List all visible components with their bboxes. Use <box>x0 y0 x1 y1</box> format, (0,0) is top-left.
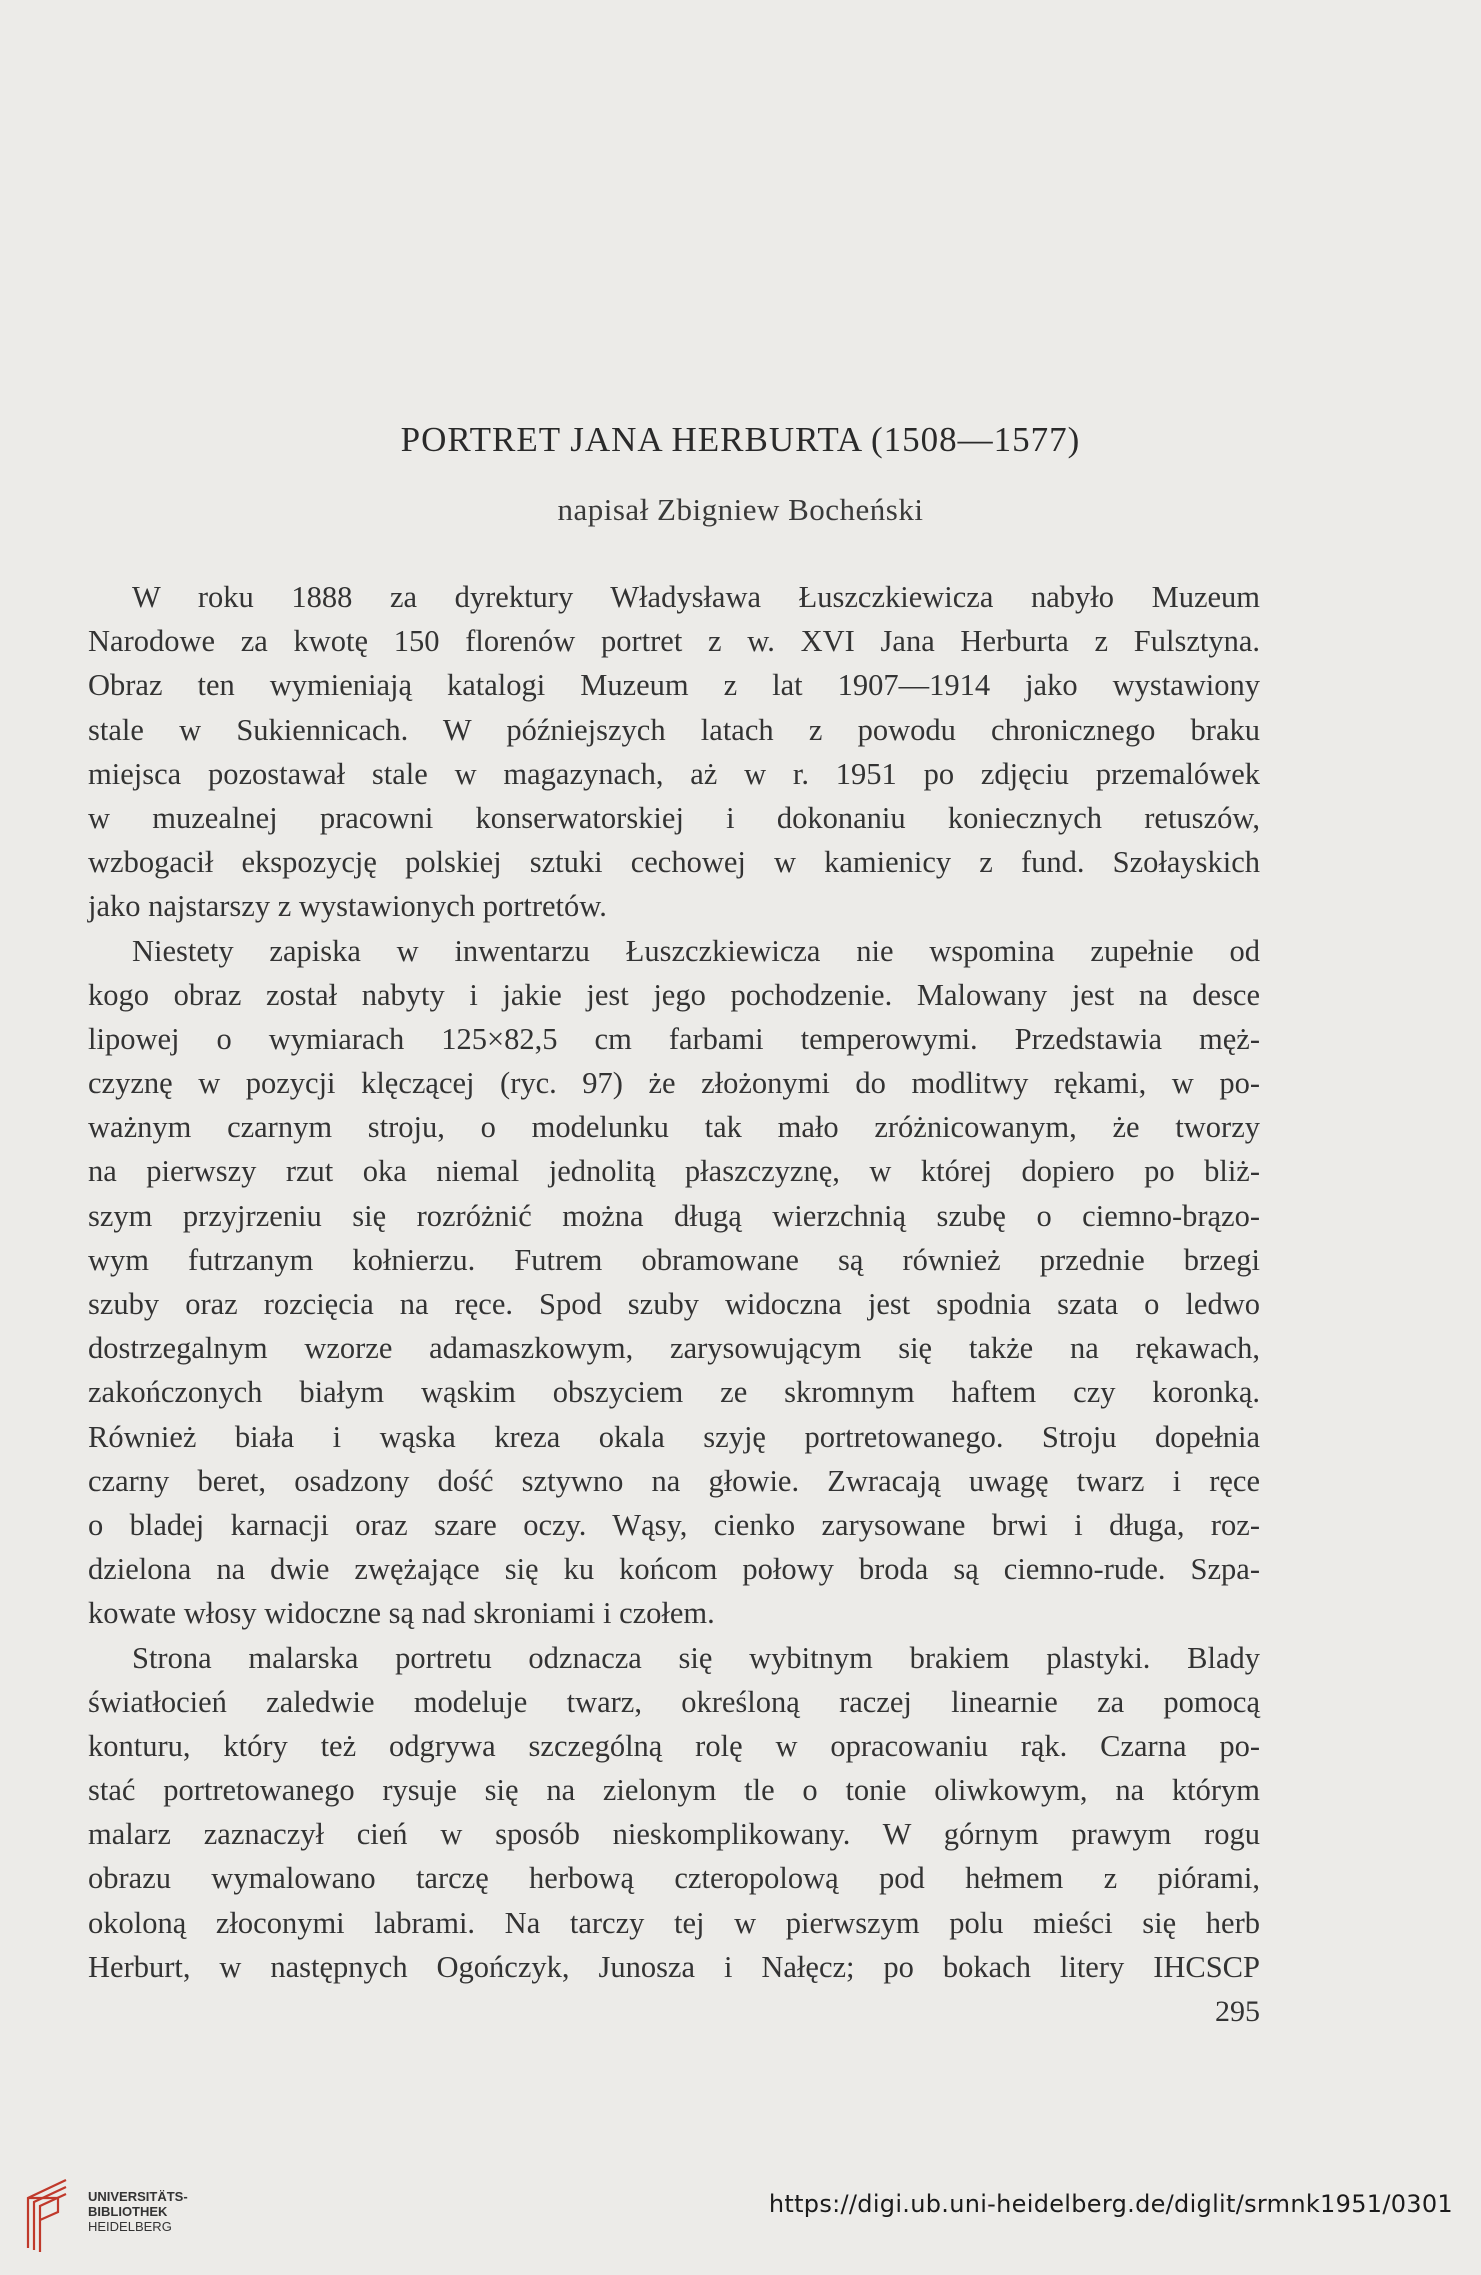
text-line: kogo obraz został nabyty i jakie jest jego pochodzenie. Malowany jest na desce <box>88 977 1260 1012</box>
text-line: kowate włosy widoczne są nad skroniami i czołem. <box>88 1596 715 1631</box>
text-line: W roku 1888 za dyrektury Władysława Łuszczkiewicza nabyło Muzeum <box>132 580 1260 614</box>
library-name-line: BIBLIOTHEK <box>88 2204 168 2219</box>
text-line: zakończonych białym wąskim obszyciem ze skromnym haftem czy koronką. <box>88 1375 1260 1410</box>
text-line: miejsca pozostawał stale w magazynach, aż w r. 1951 po zdjęciu przemalówek <box>88 756 1260 791</box>
article-title: PORTRET JANA HERBURTA (1508—1577) <box>400 420 1081 459</box>
text-line: stale w Sukiennicach. W późniejszych latach z powodu chronicznego braku <box>88 712 1260 747</box>
text-line: w muzealnej pracowni konserwatorskiej i dokonaniu koniecznych retuszów, <box>88 800 1260 835</box>
text-line: jako najstarszy z wystawionych portretów. <box>88 889 607 924</box>
text-line: Strona malarska portretu odznacza się wybitnym brakiem plastyki. Blady <box>132 1640 1260 1675</box>
article-body <box>88 575 1260 1989</box>
text-line: o bladej karnacji oraz szare oczy. Wąsy, cienko zarysowane brwi i długa, roz- <box>88 1507 1260 1542</box>
library-name-line: HEIDELBERG <box>88 2219 172 2234</box>
text-line: stać portretowanego rysuje się na zielonym tle o tonie oliwkowym, na którym <box>88 1773 1260 1808</box>
text-line: malarz zaznaczył cień w sposób nieskomplikowany. W górnym prawym rogu <box>88 1817 1260 1852</box>
library-name <box>88 2189 188 2234</box>
source-url-link[interactable]: https://digi.ub.uni-heidelberg.de/diglit/srmnk1951/0301 <box>768 2190 1453 2218</box>
text-line: na pierwszy rzut oka niemal jednolitą płaszczyznę, w której dopiero po bliż- <box>88 1154 1260 1189</box>
text-line: Również biała i wąska kreza okala szyję portretowanego. Stroju dopełnia <box>88 1419 1260 1454</box>
page-number: 295 <box>1215 1995 1260 2028</box>
text-line: Herburt, w następnych Ogończyk, Junosza i Nałęcz; po bokach litery IHCSCP <box>88 1949 1260 1984</box>
text-line: szym przyjrzeniu się rozróżnić można długą wierzchnią szubę o ciemno-brązo- <box>88 1198 1260 1233</box>
text-line: okoloną złoconymi labrami. Na tarczy tej w pierwszym polu mieści się herb <box>88 1905 1260 1940</box>
text-line: Narodowe za kwotę 150 florenów portret z w. XVI Jana Herburta z Fulsztyna. <box>88 624 1260 659</box>
article-author: napisał Zbigniew Bocheński <box>557 492 924 527</box>
text-line: czarny beret, osadzony dość sztywno na głowie. Zwracają uwagę twarz i ręce <box>88 1463 1260 1498</box>
text-line: Obraz ten wymieniają katalogi Muzeum z lat 1907—1914 jako wystawiony <box>88 668 1260 703</box>
text-line: konturu, który też odgrywa szczególną rolę w opracowaniu rąk. Czarna po- <box>88 1728 1260 1763</box>
text-line: lipowej o wymiarach 125×82,5 cm farbami temperowymi. Przedstawia męż- <box>88 1021 1260 1056</box>
text-line: wzbogacił ekspozycję polskiej sztuki cechowej w kamienicy z fund. Szołayskich <box>88 845 1260 880</box>
text-line: Niestety zapiska w inwentarzu Łuszczkiewicza nie wspomina zupełnie od <box>132 933 1260 968</box>
text-line: ważnym czarnym stroju, o modelunku tak mało zróżnicowanym, że tworzy <box>88 1110 1260 1145</box>
text-line: czyznę w pozycji klęczącej (ryc. 97) że złożonymi do modlitwy rękami, w po- <box>88 1066 1260 1101</box>
library-logo-icon <box>18 2178 78 2258</box>
library-name-line: UNIVERSITÄTS- <box>88 2189 188 2204</box>
text-line: światłocień zaledwie modeluje twarz, określoną raczej linearnie za pomocą <box>88 1684 1260 1719</box>
text-line: dzielona na dwie zwężające się ku końcom połowy broda są ciemno-rude. Szpa- <box>88 1552 1260 1587</box>
text-line: dostrzegalnym wzorze adamaszkowym, zarysowującym się także na rękawach, <box>88 1331 1260 1366</box>
text-line: wym futrzanym kołnierzu. Futrem obramowane są również przednie brzegi <box>88 1242 1260 1277</box>
text-line: obrazu wymalowano tarczę herbową czteropolową pod hełmem z piórami, <box>88 1861 1260 1896</box>
text-line: szuby oraz rozcięcia na ręce. Spod szuby widoczna jest spodnia szata o ledwo <box>88 1287 1260 1321</box>
